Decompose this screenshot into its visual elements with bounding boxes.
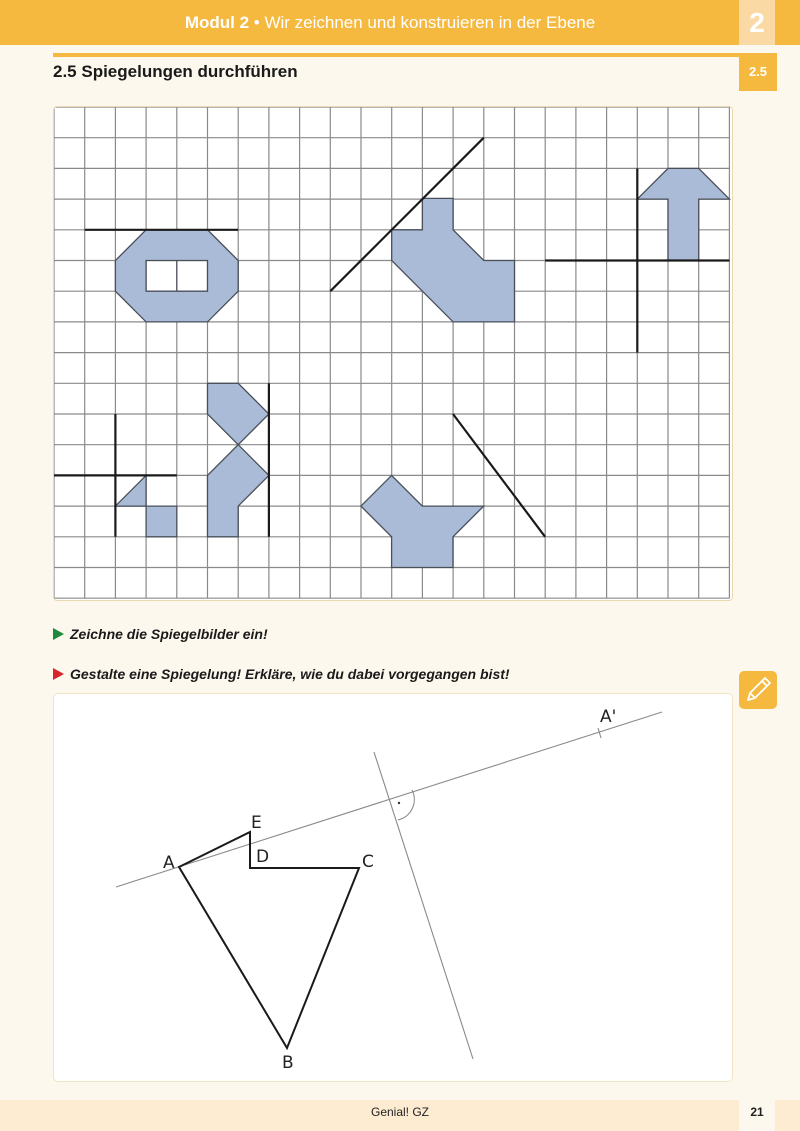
perpendicular-line — [374, 752, 473, 1059]
shape-diagonal — [392, 198, 515, 322]
page-number: 21 — [739, 1100, 775, 1131]
shape-lower-boot — [208, 445, 269, 537]
a-prime-tick — [598, 728, 601, 738]
module-header-title — [0, 0, 780, 45]
red-triangle-icon — [53, 668, 64, 680]
task-1 — [53, 626, 268, 642]
header-bullet: • — [249, 13, 265, 32]
label-d: D — [256, 847, 270, 867]
module-title: Wir zeichnen und konstruieren in der Ebene — [264, 13, 596, 32]
right-angle-dot — [398, 802, 400, 804]
task-1-text: Zeichne die Spiegelbilder ein! — [70, 626, 268, 642]
task-2 — [53, 666, 510, 682]
pencil-icon — [739, 671, 777, 709]
section-badge: 2.5 — [739, 53, 777, 91]
grid-drawing — [54, 107, 732, 600]
section-title: 2.5 Spiegelungen durchführen — [53, 62, 298, 81]
footer-book-title: Genial! GZ — [370, 1105, 430, 1119]
construction-area[interactable] — [53, 693, 733, 1082]
section-divider — [53, 53, 739, 57]
green-triangle-icon — [53, 628, 64, 640]
label-e: E — [251, 813, 262, 833]
reflection-grid — [53, 106, 733, 601]
shape-upper-kite — [208, 383, 269, 444]
label-a-prime: A' — [600, 707, 617, 727]
shape-triangle — [115, 475, 146, 506]
task-2-text: Gestalte eine Spiegelung! Erkläre, wie du dabei vorgegangen bist! — [70, 666, 510, 682]
construction-drawing — [54, 694, 732, 1081]
shape-arrow — [637, 168, 729, 260]
label-a: A — [163, 853, 175, 873]
shape-square — [146, 506, 177, 537]
module-number-badge: 2 — [739, 0, 775, 45]
label-c: C — [362, 852, 374, 872]
module-label: Modul 2 — [184, 13, 250, 32]
label-b: B — [282, 1053, 294, 1073]
